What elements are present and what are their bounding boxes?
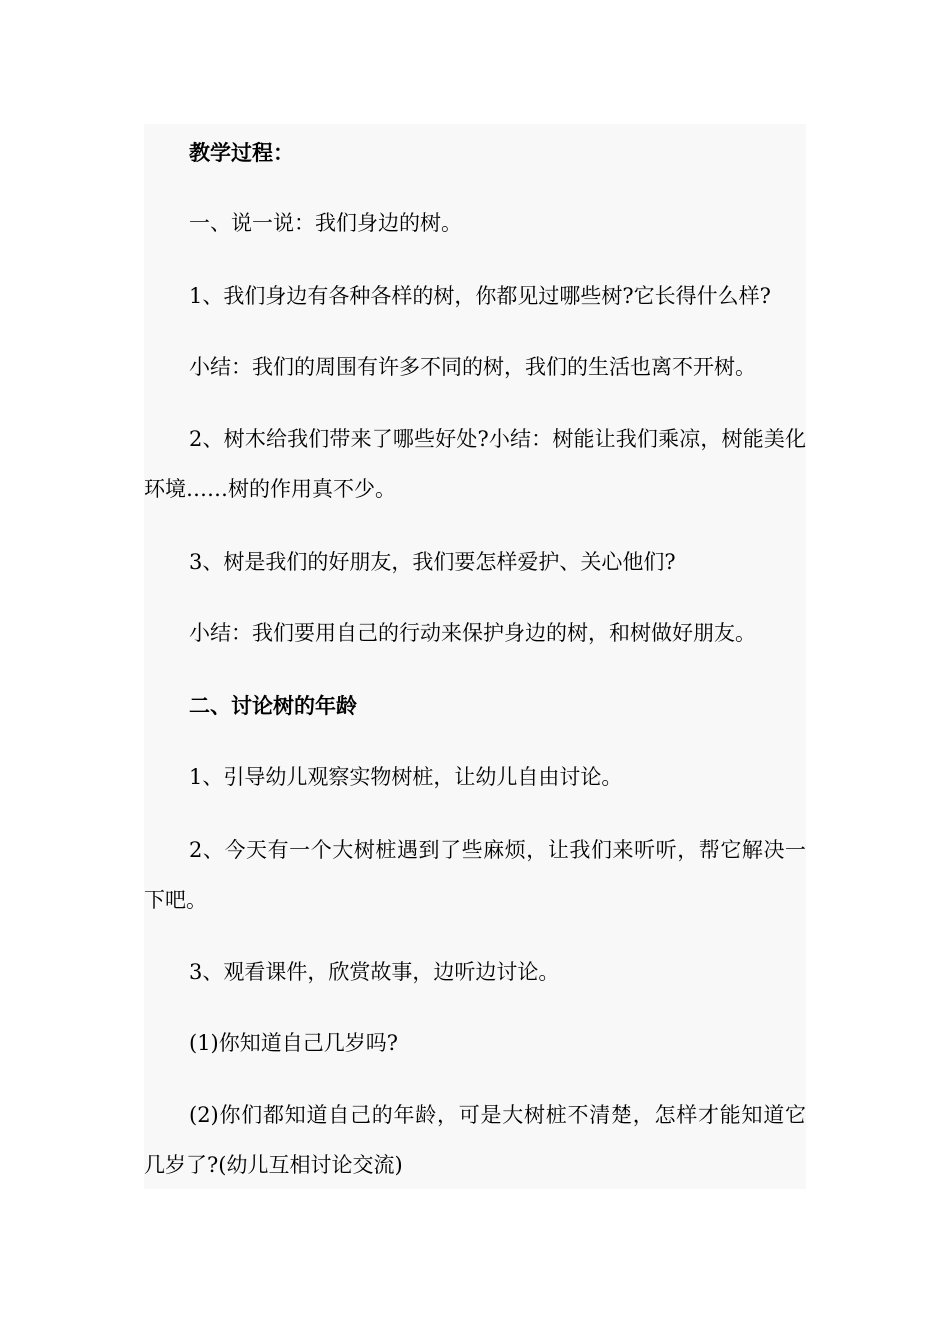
section-one-title: 一、说一说：我们身边的树。 bbox=[189, 211, 462, 235]
paragraph-item-1: 1、我们身边有各种各样的树，你都见过哪些树?它长得什么样? bbox=[189, 284, 771, 308]
paragraph-item-3: 3、树是我们的好朋友，我们要怎样爱护、关心他们? bbox=[189, 550, 676, 574]
paragraph-question-2: (2)你们都知道自己的年龄，可是大树桩不清楚，怎样才能知道它几岁了?(幼儿互相讨论交流) bbox=[144, 1103, 806, 1177]
paragraph-discussion-2: 2、今天有一个大树桩遇到了些麻烦，让我们来听听，帮它解决一下吧。 bbox=[144, 838, 806, 912]
paragraph-summary-1: 小结：我们的周围有许多不同的树，我们的生活也离不开树。 bbox=[189, 355, 756, 379]
paragraph-question-1: (1)你知道自己几岁吗? bbox=[189, 1031, 399, 1055]
paragraph-discussion-1: 1、引导幼儿观察实物树桩，让幼儿自由讨论。 bbox=[189, 765, 623, 789]
paragraph-item-2: 2、树木给我们带来了哪些好处?小结：树能让我们乘凉，树能美化环境……树的作用真不少。 bbox=[144, 427, 806, 501]
paragraph-summary-3: 小结：我们要用自己的行动来保护身边的树，和树做好朋友。 bbox=[189, 621, 756, 645]
paragraph-discussion-3: 3、观看课件，欣赏故事，边听边讨论。 bbox=[189, 960, 560, 984]
document-text-block bbox=[144, 124, 806, 1189]
heading-teaching-process: 教学过程： bbox=[189, 140, 294, 165]
section-two-title: 二、讨论树的年龄 bbox=[189, 693, 357, 718]
